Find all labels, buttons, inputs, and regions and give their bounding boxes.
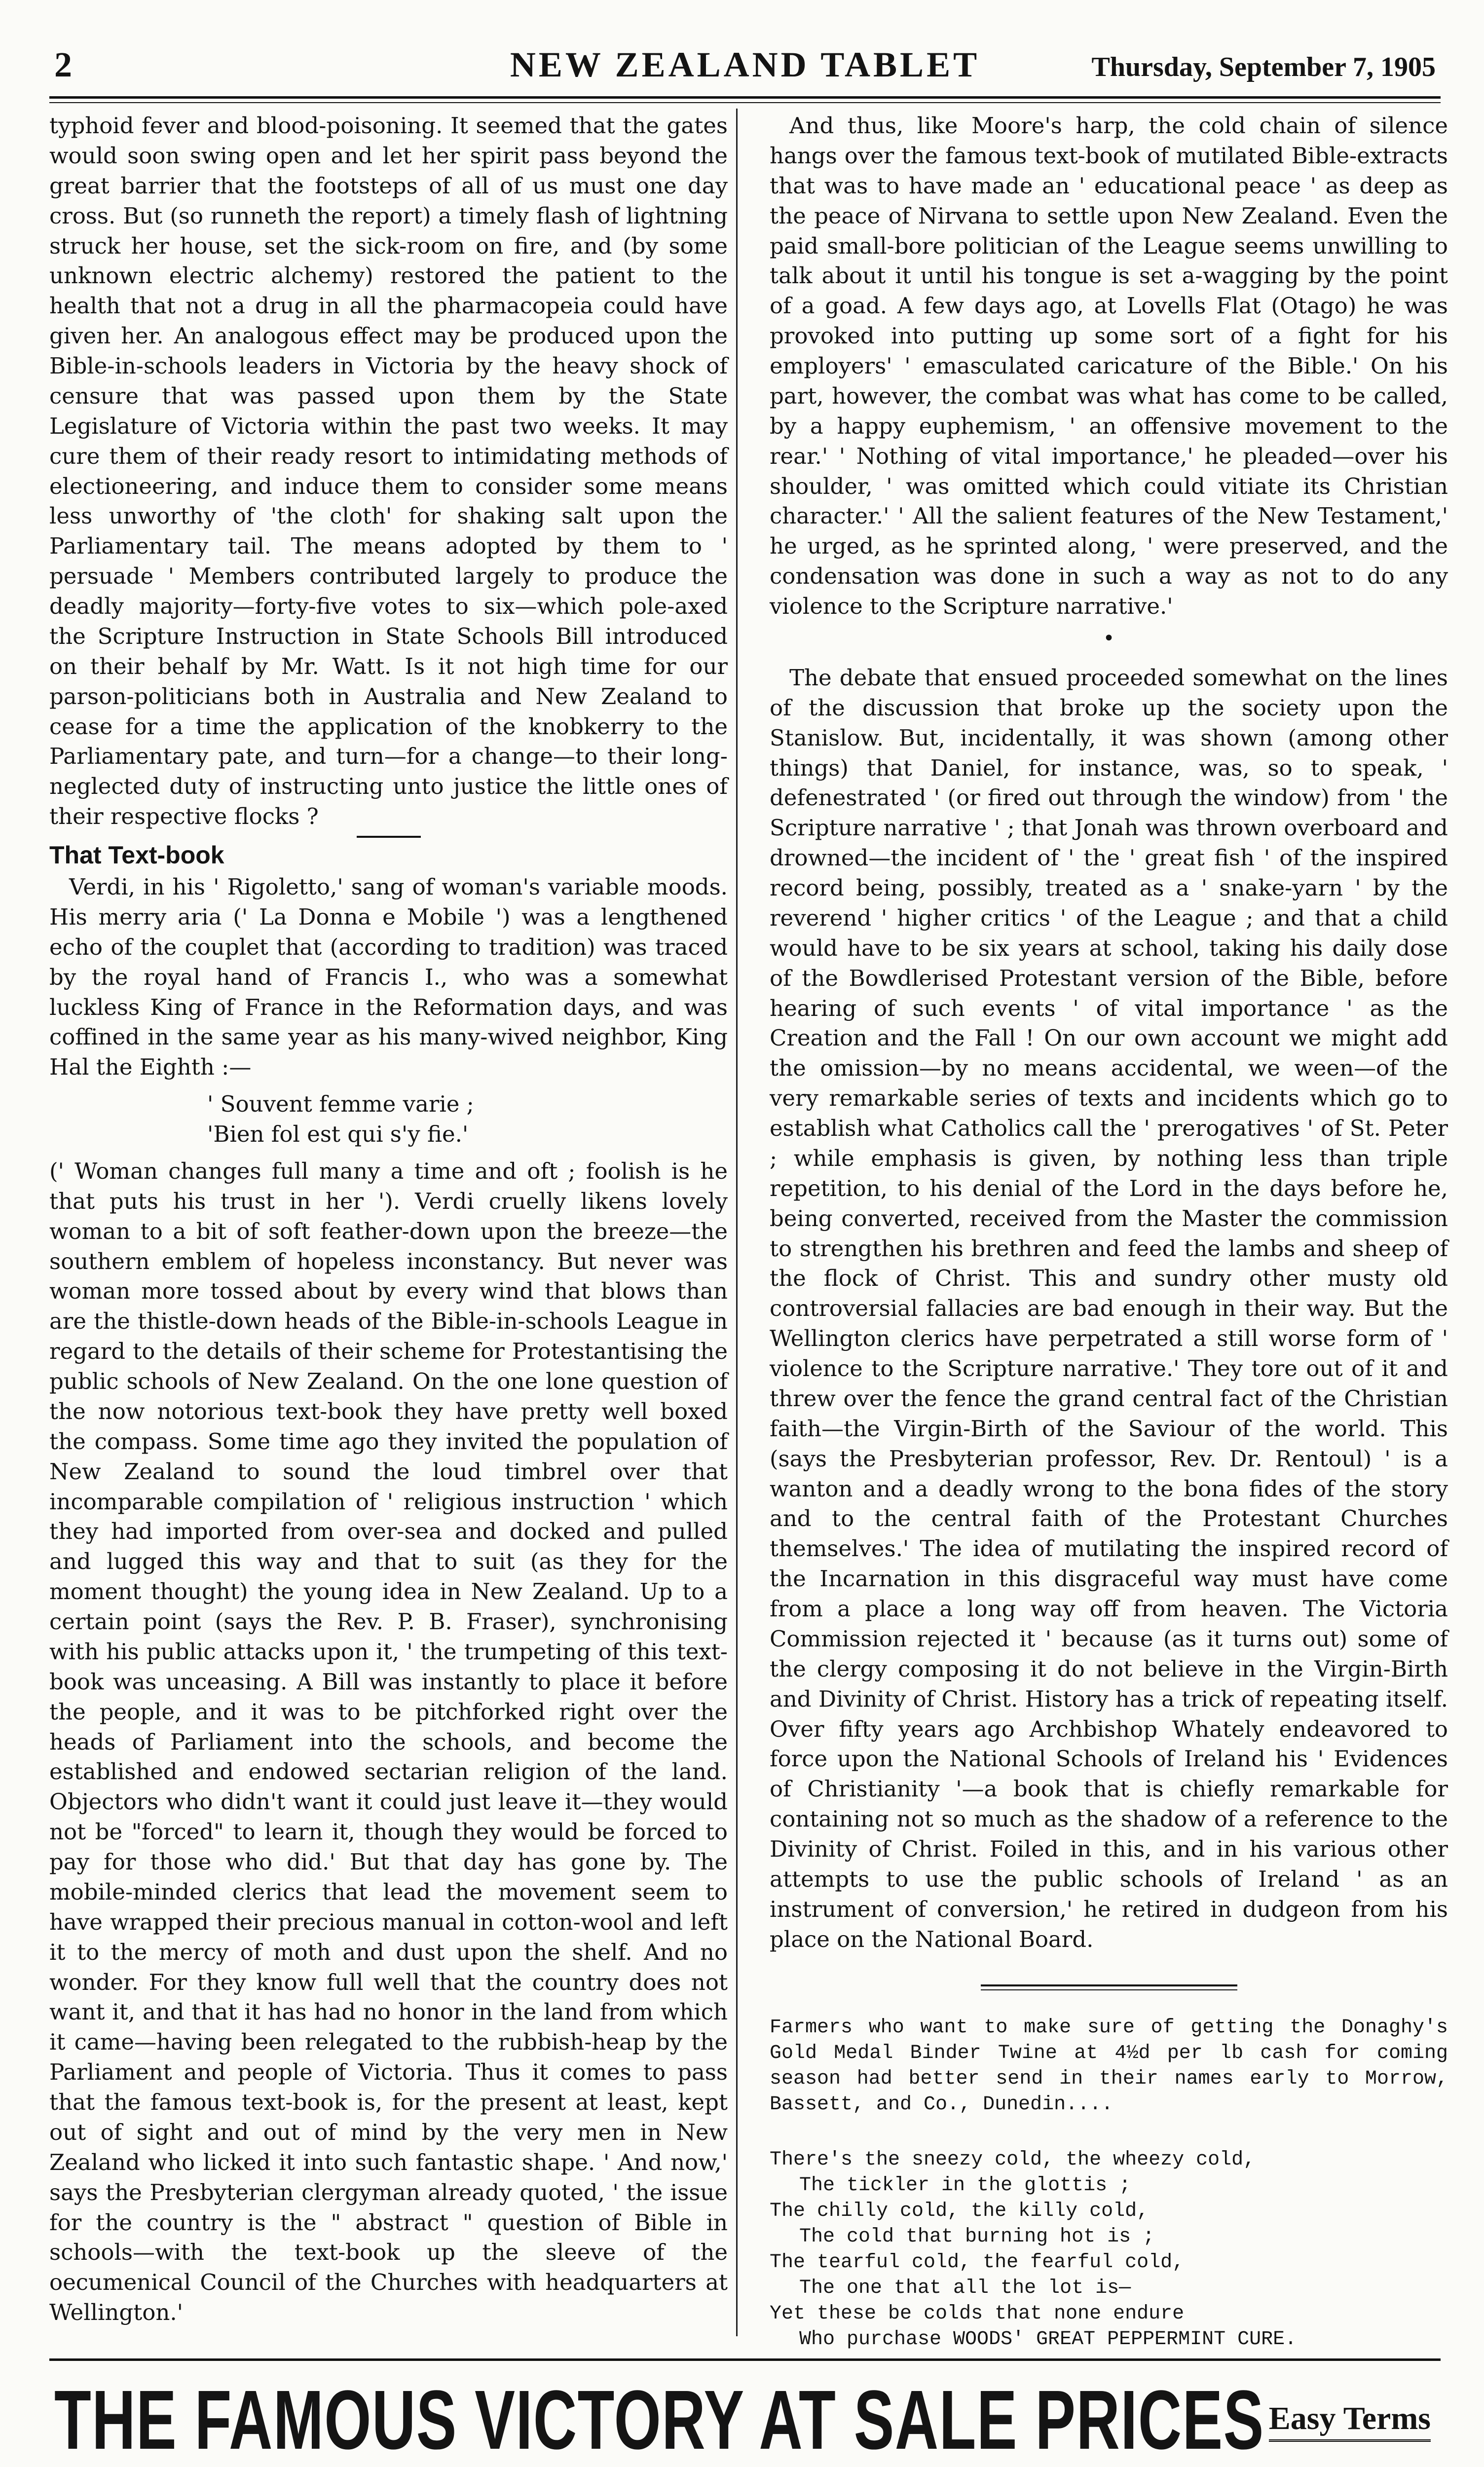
right-paragraph-1: And thus, like Moore's harp, the cold chain of silence hangs over the famous text-book of mutilated Bible-extracts that was to have made an ' educational peace ' as deep as the peace of Nirvana to settle upon New Zealand. Even the paid small-bore politician of the League seems unwilling to talk about it until his tongue is set a-wagging by the point of a goad. A few days ago, at Lovells Flat (Otago) he was provoked into putting up some sort of a fight for his employers' ' emasculated caricature of the Bible.' On his part, however, the combat was what has come to be called, by a happy euphemism, ' an offensive movement to the rear.' ' Nothing of vital importance,' he pleaded—over his shoulder, ' was omitted which could vitiate its Christian character.' ' All the salient features of the New Testament,' he urged, as he sprinted along, ' were preserved, and the condensation was done in such a way as not to do any violence to the Scripture narrative.' (770, 112, 1448, 619)
left-paragraph-2: Verdi, in his ' Rigoletto,' sang of woman's variable moods. His merry aria (' La Donna e Mobile ') was a lengthened echo of the couplet that (according to tradition) was traced by the royal hand of Francis I., who was a somewhat luckless King of France in the Reformation days, and was coffined in the same year as his many-wived neighbor, King Hal the Eighth :— (49, 874, 728, 1081)
right-column (770, 111, 1448, 2353)
poem-line: The chilly cold, the killy cold, (770, 2200, 1149, 2222)
bullet-separator: • (1103, 627, 1115, 650)
right-paragraph-2: The debate that ensued proceeded somewhat on the lines of the discussion that broke up the society upon the Stanislow. But, incidentally, it was shown (among other things) that Daniel, for instance, was, so to speak, ' defenestrated ' (or fired out through the window) from ' the Scripture narrative ' ; that Jonah was thrown overboard and drowned—the incident of ' the ' great fish ' of the inspired record being, possibly, treated as a ' snake-yarn ' by the reverend ' higher critics ' of the League ; and that a child would have to be six years at school, taking his daily dose of the Bowdlerised Protestant version of the Bible, before hearing of such events ' of vital importance ' as the Creation and the Fall ! On our own account we might add the omission—by no means accidental, we ween—of the very remarkable series of texts and incidents which go to establish what Catholics call the ' prerogatives ' of St. Peter ; while emphasis is given, by nothing less than triple repetition, to his denial of the Lord in the days before he, being converted, received from the Master the commission to strengthen his brethren and feed the lambs and sheep of the flock of Christ. This and sundry other musty old controversial fallacies are bad enough in their way. But the Wellington clerics have perpetrated a still worse form of ' violence to the Scripture narrative.' They tore out of it and threw over the fence the grand central fact of the Christian faith—the Virgin-Birth of the Saviour of the world. This (says the Presbyterian professor, Rev. Dr. Rentoul) ' is a wanton and a deadly wrong to the bona fides of the story and to the central faith of the Protestant Churches themselves.' The idea of mutilating the inspired record of the Incarnation in this disgraceful way must have come from a place a long way off from heaven. The Victoria Commission rejected it ' because (as it turns out) some of the clergy composing it do not believe in the Virgin-Birth and Divinity of Christ. History has a trick of repeating itself. Over fifty years ago Archbishop Whately endeavored to force upon the National Schools of Ireland his ' Evidences of Christianity '—a book that is chiefly remarkable for containing not so much as the shadow of a reference to the Divinity of Christ. Foiled in this, and in his various other attempts to use the public schools of Ireland ' as an instrument of conversion,' he retired in dudgeon from his place on the National Board. (770, 664, 1448, 1952)
subheading-text-book: That Text-book (49, 841, 224, 869)
verse-line-2: 'Bien fol est qui s'y fie.' (207, 1121, 469, 1147)
poem-line: There's the sneezy cold, the wheezy cold, (770, 2148, 1256, 2171)
section-rule (357, 836, 421, 838)
banner-rule (49, 2358, 1441, 2361)
masthead-rule-thin (49, 102, 1441, 103)
advertisement-banner (49, 2373, 1441, 2467)
masthead-rule (49, 96, 1441, 99)
verse-quote (207, 1089, 728, 1150)
page-number: 2 (54, 45, 72, 84)
double-rule (981, 1984, 1237, 1990)
peppermint-cure-poem (770, 2147, 1448, 2353)
poem-line: The cold that burning hot is ; (799, 2225, 1155, 2248)
verse-line-1: ' Souvent femme varie ; (207, 1091, 474, 1118)
paper-title: NEW ZEALAND TABLET (510, 45, 980, 84)
masthead (49, 44, 1441, 99)
issue-date: Thursday, September 7, 1905 (1091, 52, 1436, 82)
poem-line: The tickler in the glottis ; (799, 2174, 1131, 2197)
left-paragraph-1: typhoid fever and blood-poisoning. It seemed that the gates would soon swing open and let her spirit pass beyond the great barrier that the footsteps of all of us must one day cross. But (so runneth the report) a timely flash of lightning struck her house, set the sick-room on fire, and (by some unknown electric alchemy) restored the patient to the health that not a drug in all the pharmacopeia could have given her. An analogous effect may be produced upon the Bible-in-schools leaders in Victoria by the heavy shock of censure that was passed upon them by the State Legislature of Victoria within the past two weeks. It may cure them of their ready resort to intimidating methods of electioneering, and induce them to consider some means less unworthy of 'the cloth' for shaking salt upon the Parliamentary tail. The means adopted by them to ' persuade ' Members contributed largely to produce the deadly majority—forty-five votes to six—which pole-axed the Scripture Instruction in State Schools Bill introduced on their behalf by Mr. Watt. Is it not high time for our parson-politicians both in Australia and New Zealand to cease for a time the application of the knobkerry to the Parliamentary pate, and turn—for a change—to their long-neglected duty of instructing unto justice the little ones of their respective flocks ? (49, 112, 728, 830)
poem-line: Yet these be colds that none endure (770, 2302, 1185, 2325)
column-divider (736, 109, 738, 2336)
easy-terms-label: Easy Terms (1269, 2400, 1431, 2442)
left-paragraph-3: (' Woman changes full many a time and oft ; foolish is he that puts his trust in her '). Verdi cruelly likens lovely woman to a bit of soft feather-down upon the breeze—the southern emblem of hopeless inconstancy. But never was woman more tossed about by every wind that blows than are the thistle-down heads of the Bible-in-schools League in regard to the details of their scheme for Protestantising the public schools of New Zealand. On the one lone question of the now notorious text-book they have pretty well boxed the compass. Some time ago they invited the population of New Zealand to sound the loud timbrel over that incomparable compilation of ' religious instruction ' which they had imported from over-sea and docked and pulled and lugged this way and that to suit (as they for the moment thought) the young idea in New Zealand. Up to a certain point (says the Rev. P. B. Fraser), synchronising with his public attacks upon it, ' the trumpeting of this text-book was unceasing. A Bill was instantly to place it before the people, and it was to be pitchforked right over the heads of Parliament into the schools, and become the established and endowed sectarian religion of the land. Objectors who didn't want it could just leave it—they would not be "forced" to learn it, though they would be forced to pay for those who did.' But that day has gone by. The mobile-minded clerics that lead the movement seem to have wrapped their precious manual in cotton-wool and left it to the mercy of moth and dust upon the shelf. And no wonder. For they know full well that the country does not want it, and that it has had no honor in the land from which it came—having been relegated to the rubbish-heap by the Parliament and people of Victoria. Thus it comes to pass that the famous text-book is, for the present at least, kept out of sight and out of mind by the very men in New Zealand who licked it into such fantastic shape. ' And now,' says the Presbyterian clergyman already quoted, ' the issue for the country is the " abstract " question of Bible in schools—with the text-book up the sleeve of the oecumenical Council of the Churches with headquarters at Wellington.' (49, 1158, 728, 2326)
binder-twine-notice: Farmers who want to make sure of getting the Donaghy's Gold Medal Binder Twine at 4½d per lb cash for coming season had better send in their names early to Morrow, Bassett, and Co., Dunedin.... (770, 2016, 1448, 2116)
poem-line: Who purchase WOODS' GREAT PEPPERMINT CURE. (799, 2328, 1297, 2351)
poem-line: The tearful cold, the fearful cold, (770, 2251, 1185, 2274)
banner-headline: THE FAMOUS VICTORY AT SALE PRICES (54, 2373, 1264, 2467)
left-column (49, 111, 728, 2328)
poem-line: The one that all the lot is— (799, 2277, 1131, 2299)
